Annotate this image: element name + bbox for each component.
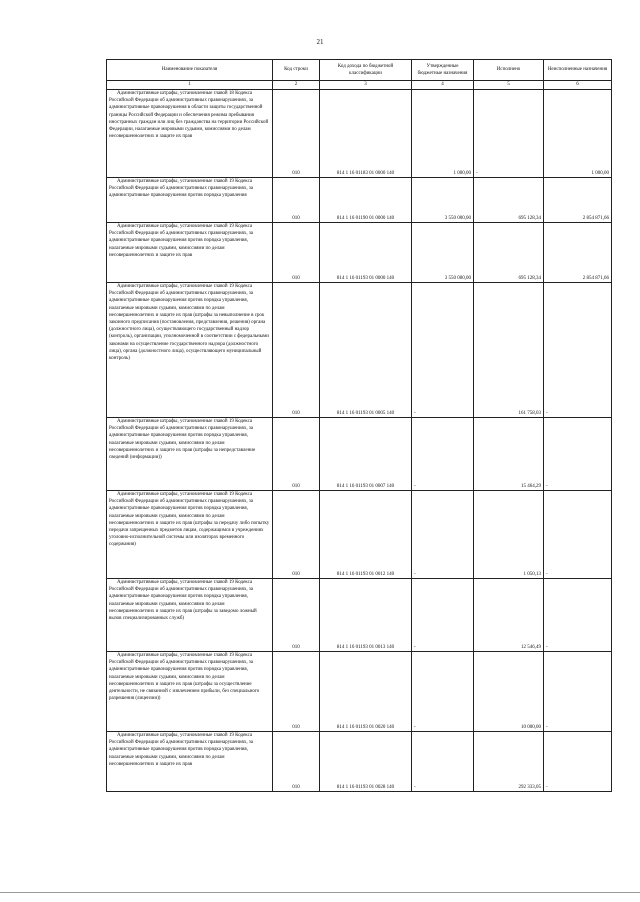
- line-code: 010: [273, 223, 320, 283]
- indicator-name: Административные штрафы, установленные главой 19 Кодекса Российской Федерации об административных правонарушениях, за административные правонарушения против порядка управления, налагаемые мировыми судьями, комиссиями по делам несовершеннолетних и защите их прав (штрафы за заведомо ложный вызов специализированных служб): [107, 579, 273, 652]
- income-code: 814 1 16 01193 01 0013 140: [320, 579, 412, 652]
- budget-execution-table: [106, 59, 612, 792]
- approved-amount: -: [412, 283, 474, 418]
- table-row: [107, 418, 612, 491]
- column-number: 1: [107, 81, 273, 90]
- header-approved: Утвержденные бюджетные назначения: [412, 60, 474, 81]
- approved-amount: -: [412, 652, 474, 732]
- indicator-name: Административные штрафы, установленные главой 19 Кодекса Российской Федерации об административных правонарушениях, за административные правонарушения против порядка управления, налагаемые мировыми судьями, комиссиями по делам несовершеннолетних и защите их прав: [107, 732, 273, 792]
- line-code: 010: [273, 90, 320, 178]
- unexecuted-amount: 2 854 871,66: [544, 178, 612, 223]
- income-code: 814 1 16 01193 01 0000 140: [320, 223, 412, 283]
- unexecuted-amount: -: [544, 283, 612, 418]
- line-code: 010: [273, 418, 320, 491]
- executed-amount: 12 546,49: [474, 579, 544, 652]
- unexecuted-amount: -: [544, 418, 612, 491]
- indicator-name: Административные штрафы, установленные главой 19 Кодекса Российской Федерации об административных правонарушениях, за административные правонарушения против порядка управления, налагаемые мировыми судьями, комиссиями по делам несовершеннолетних и защите их прав (штрафы за передачу либо попытку передачи запрещенных предметов лицам, содержащимся в учреждениях уголовно-исполнительной системы или изоляторах временного содержания): [107, 491, 273, 579]
- approved-amount: -: [412, 491, 474, 579]
- column-number: 5: [474, 81, 544, 90]
- approved-amount: 3 550 000,00: [412, 223, 474, 283]
- income-code: 814 1 16 01193 01 0028 140: [320, 732, 412, 792]
- line-code: 010: [273, 283, 320, 418]
- table-row: [107, 491, 612, 579]
- column-number: 3: [320, 81, 412, 90]
- executed-amount: 1 050,13: [474, 491, 544, 579]
- executed-amount: 695 128,34: [474, 178, 544, 223]
- indicator-name: Административные штрафы, установленные главой 19 Кодекса Российской Федерации об административных правонарушениях, за административные правонарушения против порядка управления: [107, 178, 273, 223]
- table-body: [107, 90, 612, 792]
- table-row: [107, 178, 612, 223]
- table-row: [107, 223, 612, 283]
- unexecuted-amount: -: [544, 652, 612, 732]
- indicator-name: Административные штрафы, установленные главой 19 Кодекса Российской Федерации об административных правонарушениях, за административные правонарушения против порядка управления, налагаемые мировыми судьями, комиссиями по делам несовершеннолетних и защите их прав: [107, 223, 273, 283]
- income-code: 814 1 16 01193 01 0012 140: [320, 491, 412, 579]
- income-code: 814 1 16 01193 01 0020 140: [320, 652, 412, 732]
- income-code: 814 1 16 01183 01 0000 140: [320, 90, 412, 178]
- header-indicator-name: Наименование показателя: [107, 60, 273, 81]
- income-code: 814 1 16 01193 01 0007 140: [320, 418, 412, 491]
- approved-amount: 1 000,00: [412, 90, 474, 178]
- executed-amount: 161 758,03: [474, 283, 544, 418]
- unexecuted-amount: 2 854 871,66: [544, 223, 612, 283]
- header-income-code: Код дохода по бюджетной классификации: [320, 60, 412, 81]
- table-row: [107, 90, 612, 178]
- executed-amount: 10 000,00: [474, 652, 544, 732]
- indicator-name: Административные штрафы, установленные главой 19 Кодекса Российской Федерации об административных правонарушениях, за административные правонарушения против порядка управления, налагаемые мировыми судьями, комиссиями по делам несовершеннолетних и защите их прав (штрафы за непредставление сведений (информации)): [107, 418, 273, 491]
- indicator-name: Административные штрафы, установленные главой 19 Кодекса Российской Федерации об административных правонарушениях, за административные правонарушения против порядка управления, налагаемые мировыми судьями, комиссиями по делам несовершеннолетних и защите их прав (штрафы за осуществление деятельности, не связанной с извлечением прибыли, без специального разрешения (лицензии)): [107, 652, 273, 732]
- table-header-row: [107, 60, 612, 81]
- page-bottom-divider: [0, 892, 640, 893]
- column-number: 6: [544, 81, 612, 90]
- table-row: [107, 732, 612, 792]
- column-number-row: [107, 81, 612, 90]
- unexecuted-amount: -: [544, 579, 612, 652]
- unexecuted-amount: -: [544, 732, 612, 792]
- executed-amount: 695 128,34: [474, 223, 544, 283]
- income-code: 814 1 16 01190 01 0000 140: [320, 178, 412, 223]
- approved-amount: -: [412, 732, 474, 792]
- page-number: 21: [316, 38, 324, 46]
- header-executed: Исполнено: [474, 60, 544, 81]
- column-number: 2: [273, 81, 320, 90]
- approved-amount: -: [412, 418, 474, 491]
- table-row: [107, 579, 612, 652]
- column-number: 4: [412, 81, 474, 90]
- unexecuted-amount: -: [544, 491, 612, 579]
- table-row: [107, 652, 612, 732]
- header-unexecuted: Неисполненные назначения: [544, 60, 612, 81]
- line-code: 010: [273, 178, 320, 223]
- income-code: 814 1 16 01193 01 0005 140: [320, 283, 412, 418]
- line-code: 010: [273, 652, 320, 732]
- executed-amount: 292 333,05: [474, 732, 544, 792]
- approved-amount: -: [412, 579, 474, 652]
- executed-amount: -: [474, 90, 544, 178]
- line-code: 010: [273, 732, 320, 792]
- line-code: 010: [273, 579, 320, 652]
- indicator-name: Административные штрафы, установленные главой 19 Кодекса Российской Федерации об административных правонарушениях, за административные правонарушения против порядка управления, налагаемые мировыми судьями, комиссиями по делам несовершеннолетних и защите их прав (штрафы за невыполнение в срок законного предписания (постановления, представления, решения) органа (должностного лица), осуществляющего государственный надзор (контроль), организации, уполномоченной в соответствии с федеральными законами на осуществление государственного надзора (должностного лица), органа (должностного лица), осуществляющего муниципальный контроль): [107, 283, 273, 418]
- unexecuted-amount: 1 000,00: [544, 90, 612, 178]
- header-line-code: Код строки: [273, 60, 320, 81]
- executed-amount: 15 464,29: [474, 418, 544, 491]
- indicator-name: Административные штрафы, установленные главой 18 Кодекса Российской Федерации об административных правонарушениях, за административные правонарушения в области защиты государственной границы Российской Федерации и обеспечения режима пребывания иностранных граждан или лиц без гражданства на территории Российской Федерации, налагаемые мировыми судьями, комиссиями по делам несовершеннолетних и защите их прав: [107, 90, 273, 178]
- table-row: [107, 283, 612, 418]
- line-code: 010: [273, 491, 320, 579]
- approved-amount: 3 550 000,00: [412, 178, 474, 223]
